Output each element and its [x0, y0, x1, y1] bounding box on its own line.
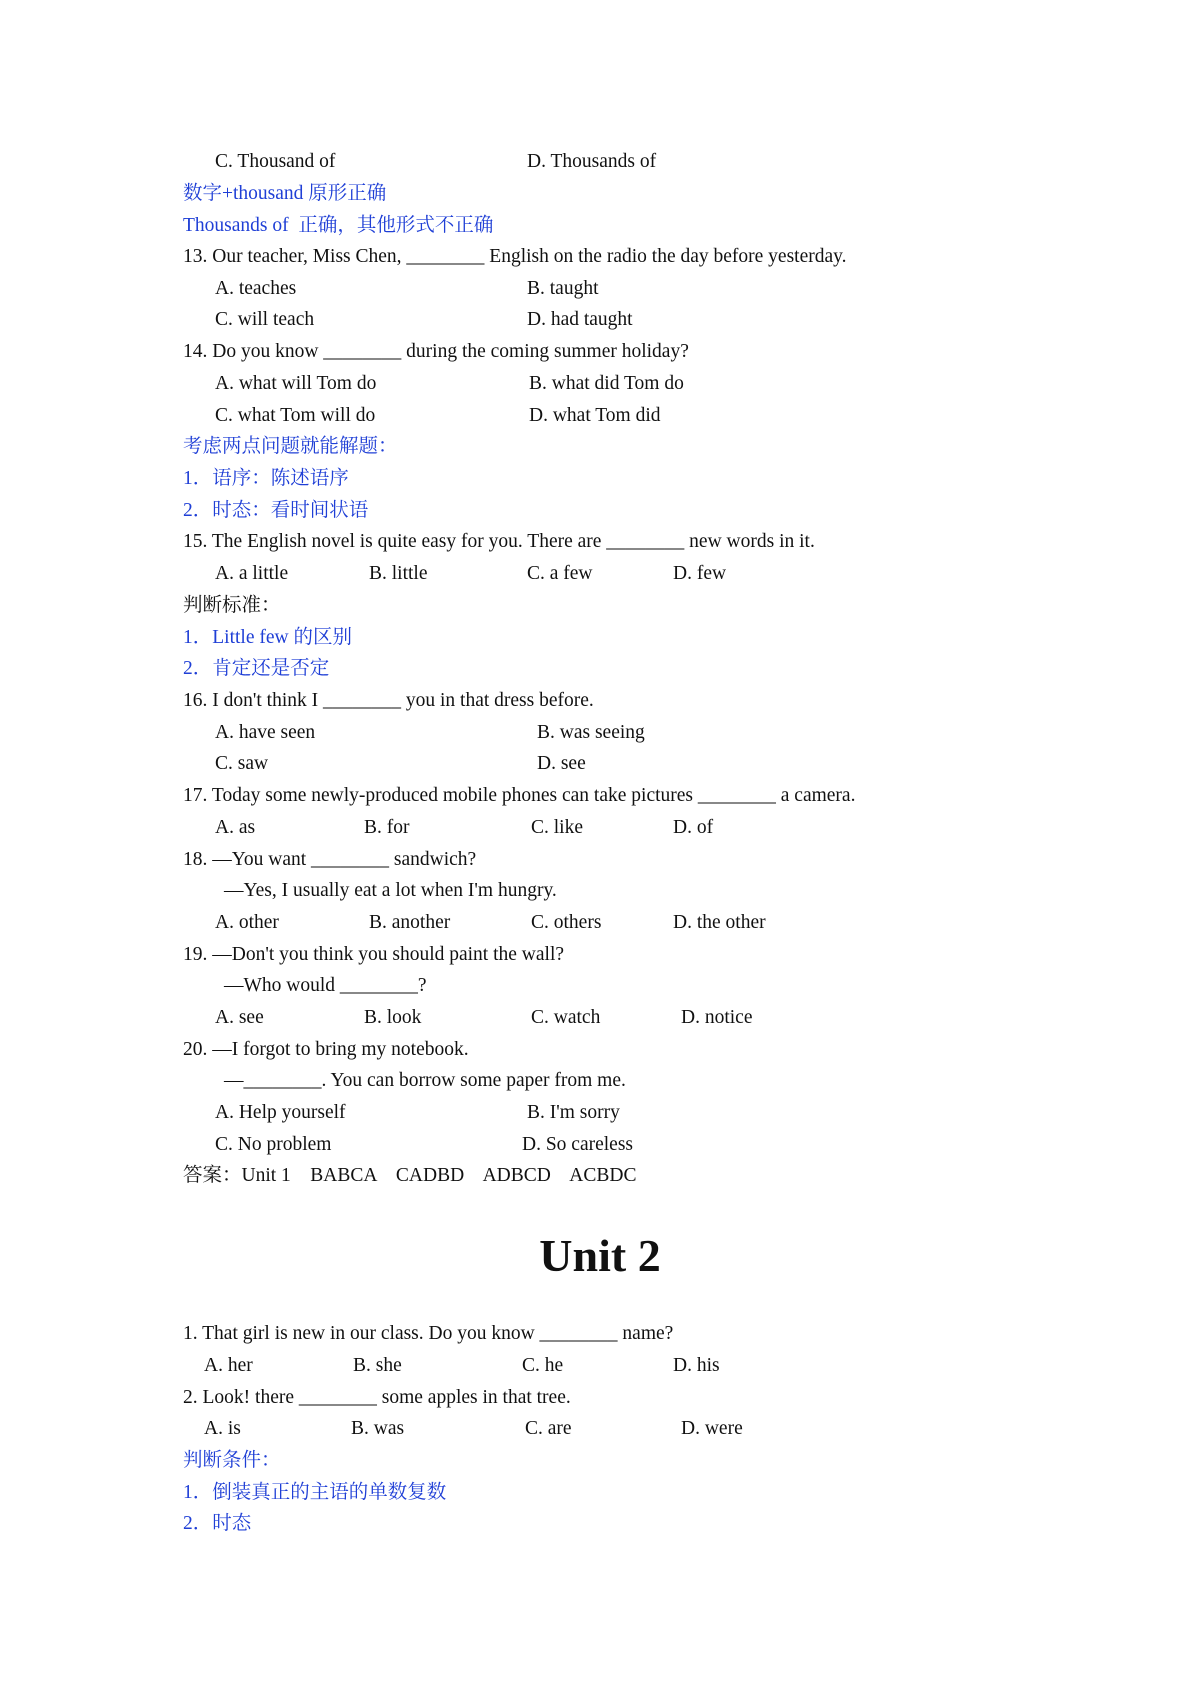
- unit1-answers: 答案：Unit 1 BABCA CADBD ADBCD ACBDC: [183, 1165, 637, 1186]
- q20-option-d: D. So careless: [522, 1134, 634, 1155]
- unit2-title: Unit 2: [539, 1230, 661, 1281]
- u2-q2-option-b: B. was: [351, 1418, 405, 1439]
- q14-note-heading: 考虑两点问题就能解题：: [183, 436, 398, 457]
- u2-q2-note-heading: 判断条件：: [183, 1450, 281, 1471]
- q14-option-c: C. what Tom will do: [215, 405, 376, 426]
- q14-note-2: 2．时态：看时间状语: [183, 500, 369, 521]
- q20-option-c: C. No problem: [215, 1134, 332, 1155]
- q19-reply: —Who would ________?: [224, 975, 427, 996]
- q17-option-a: A. as: [215, 817, 256, 838]
- u2-q2-stem: 2. Look! there ________ some apples in that tree.: [183, 1387, 571, 1408]
- u2-q1-option-c: C. he: [522, 1355, 564, 1376]
- q13-option-d: D. had taught: [527, 309, 633, 330]
- q14-option-b: B. what did Tom do: [529, 373, 684, 394]
- q19-option-a: A. see: [215, 1007, 264, 1028]
- q18-option-b: B. another: [369, 912, 451, 933]
- q14-option-d: D. what Tom did: [529, 405, 661, 426]
- q16-stem: 16. I don't think I ________ you in that dress before.: [183, 690, 594, 711]
- q15-stem: 15. The English novel is quite easy for you. There are ________ new words in it.: [183, 531, 815, 552]
- q20-option-b: B. I'm sorry: [527, 1102, 620, 1123]
- q19-stem: 19. —Don't you think you should paint the wall?: [183, 944, 565, 965]
- q15-note-heading: 判断标准：: [183, 595, 281, 616]
- q15-option-a: A. a little: [215, 563, 289, 584]
- q17-stem: 17. Today some newly-produced mobile phones can take pictures ________ a camera.: [183, 785, 856, 806]
- q20-stem: 20. —I forgot to bring my notebook.: [183, 1039, 469, 1060]
- q18-option-c: C. others: [531, 912, 602, 933]
- q16-option-a: A. have seen: [215, 722, 316, 743]
- q16-option-c: C. saw: [215, 753, 269, 774]
- q12-option-c: C. Thousand of: [215, 151, 336, 172]
- q13-option-b: B. taught: [527, 278, 599, 299]
- q17-option-b: B. for: [364, 817, 410, 838]
- u2-q1-option-b: B. she: [353, 1355, 402, 1376]
- q17-option-c: C. like: [531, 817, 583, 838]
- q14-note-1: 1．语序：陈述语序: [183, 468, 349, 489]
- q18-stem: 18. —You want ________ sandwich?: [183, 849, 477, 870]
- q17-option-d: D. of: [673, 817, 714, 838]
- q15-option-c: C. a few: [527, 563, 593, 584]
- q13-option-a: A. teaches: [215, 278, 297, 299]
- q19-option-c: C. watch: [531, 1007, 601, 1028]
- u2-q1-option-a: A. her: [204, 1355, 253, 1376]
- q20-option-a: A. Help yourself: [215, 1102, 346, 1123]
- q15-note-2: 2．肯定还是否定: [183, 658, 330, 679]
- q14-option-a: A. what will Tom do: [215, 373, 377, 394]
- u2-q1-stem: 1. That girl is new in our class. Do you know ________ name?: [183, 1323, 674, 1344]
- q12-option-d: D. Thousands of: [527, 151, 657, 172]
- q15-option-d: D. few: [673, 563, 727, 584]
- q12-note-1: 数字+thousand 原形正确: [183, 183, 387, 204]
- u2-q2-note-2: 2．时态: [183, 1513, 252, 1534]
- u2-q2-option-d: D. were: [681, 1418, 743, 1439]
- q19-option-d: D. notice: [681, 1007, 753, 1028]
- q18-option-d: D. the other: [673, 912, 766, 933]
- q19-option-b: B. look: [364, 1007, 422, 1028]
- q13-option-c: C. will teach: [215, 309, 315, 330]
- q14-stem: 14. Do you know ________ during the coming summer holiday?: [183, 341, 689, 362]
- q15-option-b: B. little: [369, 563, 428, 584]
- q18-option-a: A. other: [215, 912, 279, 933]
- u2-q1-option-d: D. his: [673, 1355, 720, 1376]
- q16-option-d: D. see: [537, 753, 586, 774]
- q13-stem: 13. Our teacher, Miss Chen, ________ English on the radio the day before yesterday.: [183, 246, 847, 267]
- q16-option-b: B. was seeing: [537, 722, 645, 743]
- u2-q2-note-1: 1．倒装真正的主语的单数复数: [183, 1482, 447, 1503]
- u2-q2-option-a: A. is: [204, 1418, 241, 1439]
- q20-reply: —________. You can borrow some paper from me.: [224, 1070, 626, 1091]
- q18-reply: —Yes, I usually eat a lot when I'm hungry.: [224, 880, 557, 901]
- q15-note-1: 1．Little few 的区别: [183, 627, 352, 648]
- q12-note-2: Thousands of 正确，其他形式不正确: [183, 215, 494, 236]
- u2-q2-option-c: C. are: [525, 1418, 572, 1439]
